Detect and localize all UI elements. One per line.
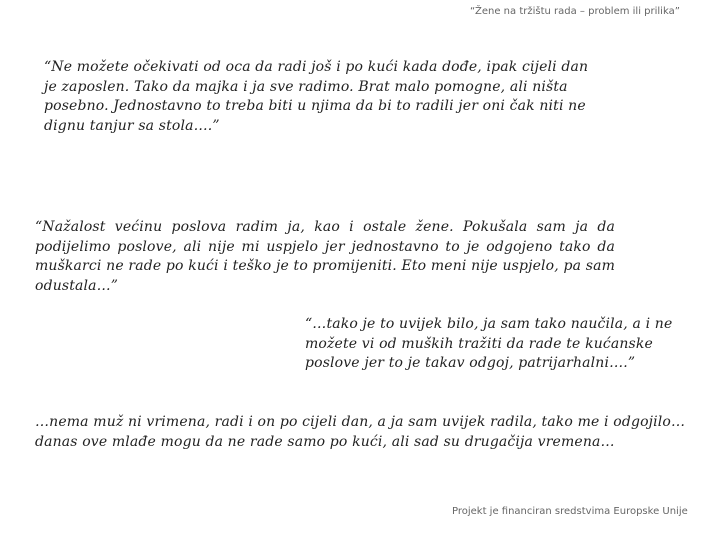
- slide-footer: Projekt je financiran sredstvima Europske Unije: [452, 506, 688, 517]
- quote-2: “Nažalost većinu poslova radim ja, kao i ostale žene. Pokušala sam ja da podijelimo poslove, ali nije mi uspjelo jer jednostavno to je odgojeno tako da muškarci ne rade po kući i teško je to promijeniti. Eto meni nije uspjelo, pa sam odustala…”: [35, 219, 615, 294]
- quote-1: “Ne možete očekivati od oca da radi još i po kući kada dođe, ipak cijeli dan je zaposlen. Tako da majka i ja sve radimo. Brat malo pomogne, ali ništa posebno. Jednostavno to treba biti u njima da bi to radili jer oni čak niti ne dignu tanjur sa stola….”: [44, 59, 589, 134]
- slide-header: “Žene na tržištu rada – problem ili prilika”: [470, 6, 680, 17]
- quote-4: …nema muž ni vrimena, radi i on po cijeli dan, a ja sam uvijek radila, tako me i odgojilo… danas ove mlađe mogu da ne rade samo po kući, ali sad su drugačija vremena…: [35, 414, 686, 450]
- quote-3: “…tako je to uvijek bilo, ja sam tako naučila, a i ne možete vi od muških tražiti da rade te kućanske poslove jer to je takav odgoj, patrijarhalni….”: [305, 316, 673, 371]
